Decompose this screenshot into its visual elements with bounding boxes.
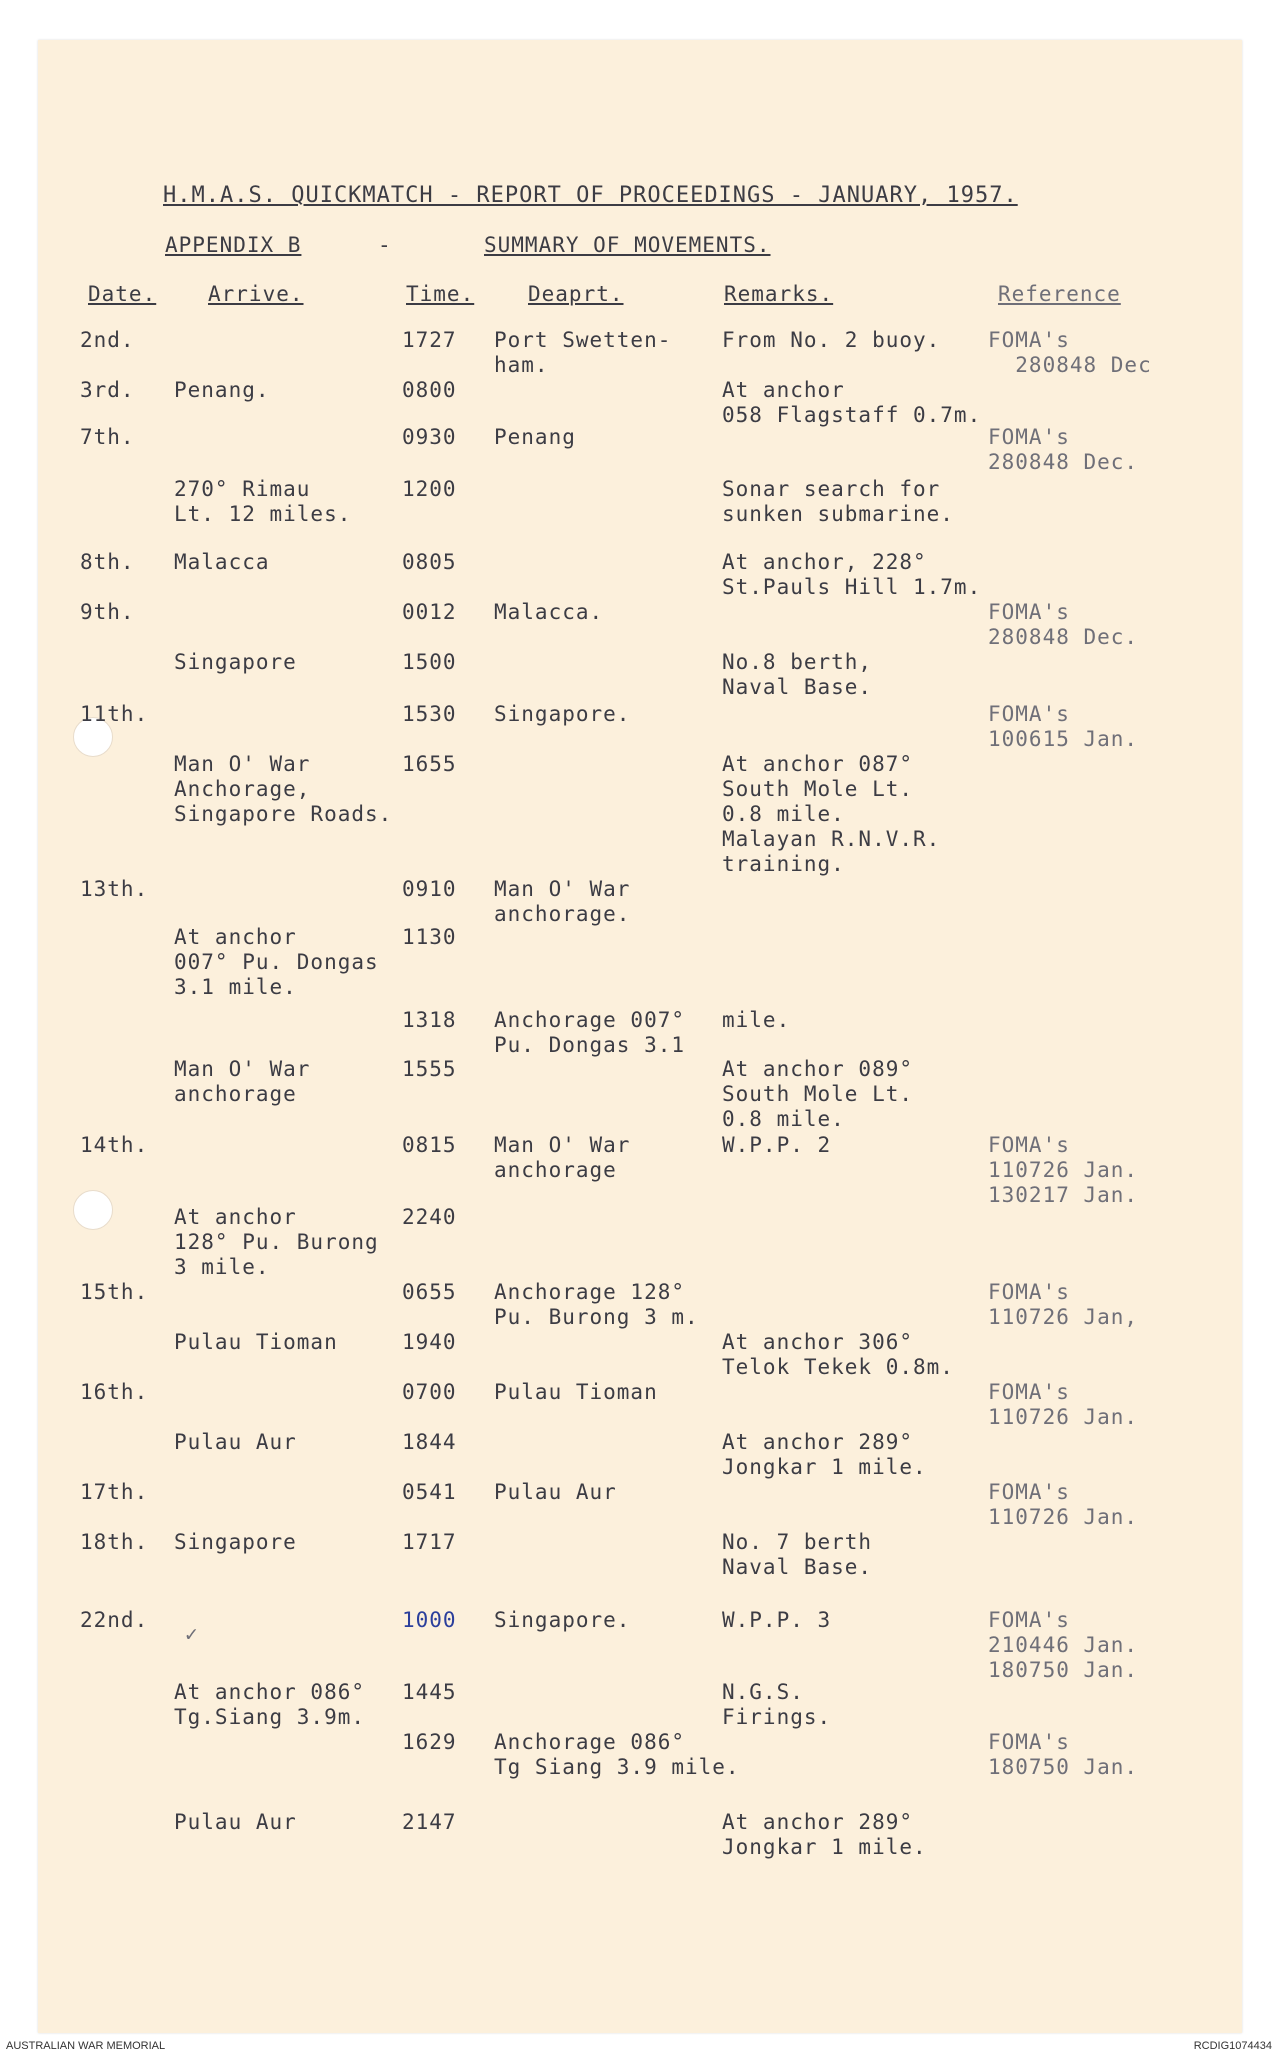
header-depart: Deaprt.: [528, 282, 624, 306]
cell-remarks: No.8 berth, Naval Base.: [722, 650, 873, 699]
cell-depart: Pulau Tioman: [494, 1380, 658, 1404]
cell-time: 2147: [402, 1810, 457, 1834]
cell-depart: Penang: [494, 425, 576, 449]
cell-arrive: Man O' War anchorage: [174, 1057, 311, 1106]
cell-remarks: At anchor 306° Telok Tekek 0.8m.: [722, 1330, 954, 1379]
cell-arrive: Malacca: [174, 550, 270, 574]
cell-arrive: At anchor 128° Pu. Burong 3 mile.: [174, 1205, 379, 1279]
appendix-label: APPENDIX B: [165, 233, 302, 257]
cell-arrive: Singapore: [174, 650, 297, 674]
cell-reference: FOMA's 280848 Dec.: [988, 600, 1139, 649]
cell-date: 15th.: [80, 1280, 149, 1304]
cell-remarks: At anchor 289° Jongkar 1 mile.: [722, 1810, 927, 1859]
cell-time: 1629: [402, 1730, 457, 1754]
cell-time: 0805: [402, 550, 457, 574]
cell-time: 1655: [402, 752, 457, 776]
punch-hole: [73, 1190, 113, 1230]
cell-time: 1445: [402, 1680, 457, 1704]
document-title: H.M.A.S. QUICKMATCH - REPORT OF PROCEEDINGS - JANUARY, 1957.: [163, 183, 1018, 208]
cell-arrive: At anchor 086° Tg.Siang 3.9m.: [174, 1680, 366, 1729]
cell-time: 0655: [402, 1280, 457, 1304]
cell-depart: Pulau Aur: [494, 1480, 617, 1504]
cell-depart: Anchorage 128° Pu. Burong 3 m.: [494, 1280, 699, 1329]
cell-remarks: At anchor 089° South Mole Lt. 0.8 mile.: [722, 1057, 914, 1131]
cell-reference: FOMA's 110726 Jan.: [988, 1380, 1139, 1429]
cell-depart: Anchorage 086° Tg Siang 3.9 mile.: [494, 1730, 740, 1779]
cell-time: 1318: [402, 1008, 457, 1032]
cell-reference: FOMA's 110726 Jan. 130217 Jan.: [988, 1133, 1139, 1207]
cell-date: 9th.: [80, 600, 135, 624]
cell-remarks: At anchor 058 Flagstaff 0.7m.: [722, 378, 982, 427]
cell-date: 11th.: [80, 702, 149, 726]
cell-arrive: 270° Rimau Lt. 12 miles.: [174, 477, 352, 526]
header-remarks: Remarks.: [724, 282, 834, 306]
cell-arrive: Penang.: [174, 378, 270, 402]
cell-remarks: At anchor 289° Jongkar 1 mile.: [722, 1430, 927, 1479]
footer-source: AUSTRALIAN WAR MEMORIAL: [6, 2040, 166, 2052]
cell-date: 22nd.: [80, 1608, 149, 1632]
cell-reference: FOMA's 110726 Jan,: [988, 1280, 1139, 1329]
cell-time: 1200: [402, 477, 457, 501]
cell-time: 2240: [402, 1205, 457, 1229]
cell-remarks: N.G.S. Firings.: [722, 1680, 832, 1729]
cell-date: 8th.: [80, 550, 135, 574]
cell-depart: Man O' War anchorage: [494, 1133, 631, 1182]
cell-time: 1000: [402, 1608, 457, 1632]
appendix-subtitle: SUMMARY OF MOVEMENTS.: [484, 233, 771, 257]
cell-time: 1500: [402, 650, 457, 674]
cell-arrive: ✓: [185, 1622, 199, 1646]
cell-date: 3rd.: [80, 378, 135, 402]
cell-time: 1555: [402, 1057, 457, 1081]
cell-date: 16th.: [80, 1380, 149, 1404]
cell-arrive: Pulau Aur: [174, 1430, 297, 1454]
cell-depart: Anchorage 007° Pu. Dongas 3.1: [494, 1008, 686, 1057]
cell-reference: FOMA's 180750 Jan.: [988, 1730, 1139, 1779]
cell-date: 2nd.: [80, 328, 135, 352]
cell-arrive: Pulau Tioman: [174, 1330, 338, 1354]
cell-time: 0541: [402, 1480, 457, 1504]
cell-remarks: At anchor, 228° St.Pauls Hill 1.7m.: [722, 550, 982, 599]
cell-depart: Singapore.: [494, 702, 631, 726]
cell-reference: FOMA's 280848 Dec: [988, 328, 1152, 377]
cell-time: 0012: [402, 600, 457, 624]
cell-arrive: Pulau Aur: [174, 1810, 297, 1834]
cell-time: 1844: [402, 1430, 457, 1454]
cell-reference: FOMA's 280848 Dec.: [988, 425, 1139, 474]
cell-reference: FOMA's 100615 Jan.: [988, 702, 1139, 751]
cell-depart: Malacca.: [494, 600, 604, 624]
cell-remarks: Sonar search for sunken submarine.: [722, 477, 954, 526]
cell-arrive: Man O' War Anchorage, Singapore Roads.: [174, 752, 393, 826]
cell-remarks: W.P.P. 3: [722, 1608, 832, 1632]
footer-id: RCDIG1074434: [1193, 2040, 1272, 2052]
cell-date: 18th.: [80, 1530, 149, 1554]
header-time: Time.: [406, 282, 475, 306]
header-arrive: Arrive.: [208, 282, 304, 306]
cell-reference: FOMA's 210446 Jan. 180750 Jan.: [988, 1608, 1139, 1682]
cell-depart: Singapore.: [494, 1608, 631, 1632]
appendix-dash: -: [378, 233, 392, 257]
cell-time: 0800: [402, 378, 457, 402]
cell-remarks: W.P.P. 2: [722, 1133, 832, 1157]
cell-remarks: From No. 2 buoy.: [722, 328, 941, 352]
cell-date: 14th.: [80, 1133, 149, 1157]
cell-remarks: No. 7 berth Naval Base.: [722, 1530, 873, 1579]
cell-time: 1530: [402, 702, 457, 726]
cell-date: 17th.: [80, 1480, 149, 1504]
cell-time: 1717: [402, 1530, 457, 1554]
cell-arrive: At anchor 007° Pu. Dongas 3.1 mile.: [174, 925, 379, 999]
cell-depart: Man O' War anchorage.: [494, 877, 631, 926]
cell-arrive: Singapore: [174, 1530, 297, 1554]
cell-time: 1130: [402, 925, 457, 949]
cell-date: 13th.: [80, 877, 149, 901]
cell-time: 1940: [402, 1330, 457, 1354]
cell-time: 0930: [402, 425, 457, 449]
cell-time: 1727: [402, 328, 457, 352]
cell-date: 7th.: [80, 425, 135, 449]
cell-time: 0700: [402, 1380, 457, 1404]
cell-reference: FOMA's 110726 Jan.: [988, 1480, 1139, 1529]
cell-remarks: mile.: [722, 1008, 791, 1032]
cell-remarks: At anchor 087° South Mole Lt. 0.8 mile. Malayan R.N.V.R. training.: [722, 752, 941, 876]
cell-time: 0815: [402, 1133, 457, 1157]
cell-time: 0910: [402, 877, 457, 901]
header-reference: Reference: [998, 282, 1121, 306]
cell-depart: Port Swetten- ham.: [494, 328, 672, 377]
header-date: Date.: [88, 282, 157, 306]
